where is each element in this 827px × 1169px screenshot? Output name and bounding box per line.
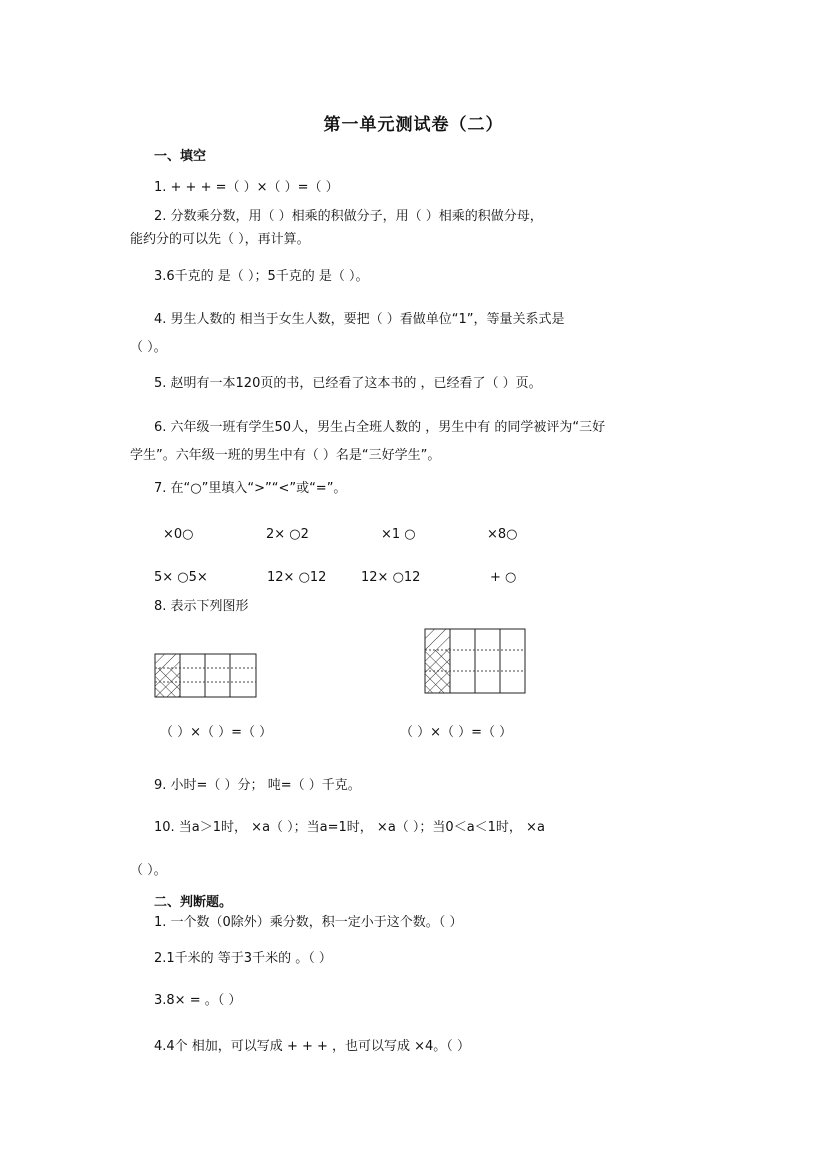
fraction-figure-1 bbox=[154, 653, 257, 698]
question-8: 8. 表示下列图形 bbox=[154, 599, 249, 614]
compare-item-2: 2× ○2 bbox=[266, 527, 309, 542]
question-2-line-2: 能约分的可以先（ ），再计算。 bbox=[130, 232, 310, 247]
page-title: 第一单元测试卷（二） bbox=[323, 115, 504, 135]
fraction-figure-2 bbox=[424, 628, 526, 694]
figure-2-equation: （ ）×（ ）=（ ） bbox=[400, 725, 513, 740]
question-4-line-1: 4. 男生人数的 相当于女生人数，要把（ ）看做单位“1”，等量关系式是 bbox=[154, 312, 565, 327]
figure-1-equation: （ ）×（ ）=（ ） bbox=[160, 725, 273, 740]
judge-question-1: 1. 一个数（0除外）乘分数，积一定小于这个数。（ ） bbox=[154, 915, 463, 930]
question-10-line-1: 10. 当a＞1时， ×a（ ）；当a=1时， ×a（ ）；当0＜a＜1时， ×a bbox=[154, 820, 545, 835]
question-3: 3.6千克的 是（ ）；5千克的 是（ ）。 bbox=[154, 269, 369, 284]
question-6-line-2: 学生”。六年级一班的男生中有（ ）名是“三好学生”。 bbox=[130, 448, 441, 463]
question-5: 5. 赵明有一本120页的书，已经看了这本书的 ，已经看了（ ）页。 bbox=[154, 376, 542, 391]
compare-item-3: ×1 ○ bbox=[381, 527, 416, 542]
compare-item-6: 12× ○12 bbox=[267, 570, 327, 585]
compare-item-4: ×8○ bbox=[487, 527, 518, 542]
question-1: 1. + + + =（ ）×（ ）=（ ） bbox=[154, 180, 339, 195]
question-2-line-1: 2. 分数乘分数，用（ ）相乘的积做分子，用（ ）相乘的积做分母， bbox=[154, 209, 543, 224]
question-6-line-1: 6. 六年级一班有学生50人，男生占全班人数的 ，男生中有 的同学被评为“三好 bbox=[154, 420, 606, 435]
compare-item-7: 12× ○12 bbox=[361, 570, 421, 585]
judge-question-3: 3.8× = 。（ ） bbox=[154, 993, 242, 1008]
section-heading-true-false: 二、判断题。 bbox=[154, 895, 233, 910]
question-7: 7. 在“○”里填入“>”“<”或“=”。 bbox=[154, 481, 347, 496]
section-heading-fill-blank: 一、填空 bbox=[154, 149, 207, 164]
question-4-line-2: （ ）。 bbox=[130, 340, 167, 355]
compare-item-1: ×0○ bbox=[163, 527, 194, 542]
question-9: 9. 小时=（ ）分； 吨=（ ）千克。 bbox=[154, 778, 361, 793]
question-10-line-2: （ ）。 bbox=[130, 863, 167, 878]
judge-question-4: 4.4个 相加，可以写成 + + + ，也可以写成 ×4。（ ） bbox=[154, 1039, 470, 1054]
compare-item-8: + ○ bbox=[490, 570, 517, 585]
compare-item-5: 5× ○5× bbox=[154, 570, 208, 585]
judge-question-2: 2.1千米的 等于3千米的 。（ ） bbox=[154, 951, 332, 966]
